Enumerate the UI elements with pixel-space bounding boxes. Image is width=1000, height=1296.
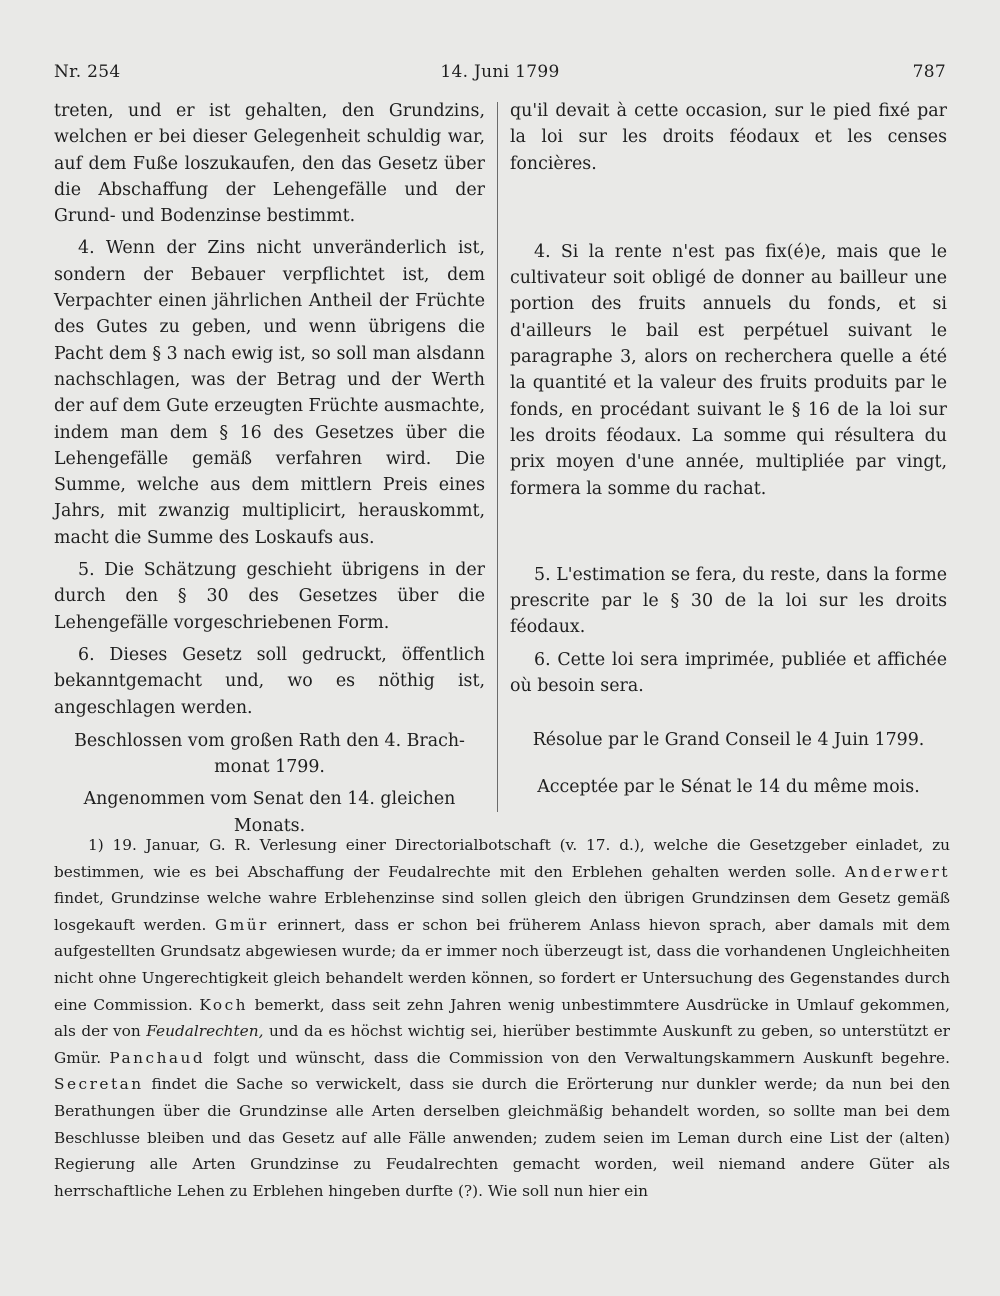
german-resolution xyxy=(54,728,485,781)
speaker-gmuer: Gmür xyxy=(214,915,269,934)
footnote-text-7: findet die Sache so verwickelt, dass sie durch die Erörterung nur dunkler werde; da nun bei den Berathungen über die Grundzinse alle Arten derselben gleichmäßig behandelt worden, so sollte man bei dem Beschlusse bleiben und das Gesetz auf alle Fälle anwenden; zudem seien im Leman durch eine List der (alten) Regierung alle Arten Grundzinse zu Feudalrechten gemacht worden, weil niemand andere Güter als herrschaftliche Lehen zu Erblehen hingeben durfte (?). Wie soll nun hier ein xyxy=(54,1075,950,1200)
german-paragraph-continued: treten, und er ist gehalten, den Grundzins, welchen er bei dieser Gelegenheit schuldig war, auf dem Fuße loszukaufen, den das Gesetz über die Abschaffung der Lehengefälle und der Grund- und Bodenzinse bestimmt. xyxy=(54,101,485,227)
footnote-text-2: findet, Grundzinse welche wahre Erblehenzinse sind sollen gleich den übrigen Grundzinsen dem Gesetz gemäß losgekauft werden. xyxy=(54,889,950,934)
speaker-koch: Koch xyxy=(199,995,248,1014)
french-paragraph-5: 5. L'estimation se fera, du reste, dans la forme prescrite par le § 30 de la loi sur les droits féodaux. xyxy=(510,564,947,638)
german-resolution-line-2: monat 1799. xyxy=(214,757,325,778)
footnote-text-3: erinnert, dass er schon bei früherem Anlass hievon sprach, aber damals mit dem aufgestellten Grundsatz abgewiesen wurde; da er immer noch überzeugt ist, dass die vorhandenen Ungleichheiten nicht ohne Ungerechtigkeit gleich behandelt werden können, so fordert er Untersuchung des Gegenstandes durch eine Commission. xyxy=(54,915,950,1014)
speaker-secretan: Secretan xyxy=(54,1075,144,1094)
footnote-paragraph xyxy=(54,832,950,1204)
footnote-text-5: und da es höchst wichtig sei, hierüber bestimmte Auskunft zu geben, so unterstützt er Gmür. xyxy=(54,1022,950,1067)
page-number: 787 xyxy=(912,62,946,82)
french-paragraph-4: 4. Si la rente n'est pas fix(é)e, mais que le cultivateur soit obligé de donner au bailleur une portion des fruits annuels du fonds, et si d'ailleurs le bail est perpétuel suivant le paragraphe 3, alors on recherchera quelle a été la quantité et la valeur des fruits produits par le fonds, en procédant suivant le § 16 de la loi sur les droits féodaux. La somme qui résultera du prix moyen d'une année, multipliée par vingt, formera la somme du rachat. xyxy=(510,241,947,499)
column-divider xyxy=(497,102,498,812)
page-issue-number: Nr. 254 xyxy=(54,62,121,82)
german-paragraph-5: 5. Die Schätzung geschieht übrigens in der durch den § 30 des Gesetzes über die Lehengefälle vorgeschriebenen Form. xyxy=(54,560,485,633)
french-column xyxy=(510,98,947,800)
footnote-text-6: folgt und wünscht, dass die Commission von den Verwaltungskammern Auskunft begehre. xyxy=(213,1048,950,1067)
footnote-text-1: 1) 19. Januar, G. R. Verlesung einer Directorialbotschaft (v. 17. d.), welche die Gesetzgeber einladet, zu bestimmen, wie es bei Abschaffung der Feudalrechte mit den Erblehen gehalten werden solle. xyxy=(54,836,950,881)
footnote-text-4: bemerkt, dass seit zehn Jahren wenig unbestimmtere Ausdrücke in Umlauf gekommen, als der von xyxy=(54,995,950,1041)
german-paragraph-6: 6. Dieses Gesetz soll gedruckt, öffentlich bekanntgemacht und, wo es nöthig ist, angeschlagen werden. xyxy=(54,644,485,718)
page-date: 14. Juni 1799 xyxy=(440,62,560,82)
german-acceptance: Angenommen vom Senat den 14. gleichen Monats. xyxy=(83,789,456,836)
german-column xyxy=(54,98,485,839)
footnote xyxy=(54,832,950,1204)
french-acceptance: Acceptée par le Sénat le 14 du même mois. xyxy=(537,776,920,797)
speaker-anderwert: Anderwert xyxy=(844,862,950,881)
german-paragraph-4: 4. Wenn der Zins nicht unveränderlich ist, sondern der Bebauer verpflichtet ist, dem Verpachter einen jährlichen Antheil der Früchte des Gutes zu geben, und wenn übrigens die Pacht dem § 3 nach ewig ist, so soll man alsdann nachschlagen, was der Betrag und der Werth der auf dem Gute erzeugten Früchte ausmachte, indem man dem § 16 des Gesetzes über die Lehengefälle gemäß verfahren wird. Die Summe, welche aus dem mittlern Preis eines Jahrs, mit zwanzig multiplicirt, herauskommt, macht die Summe des Loskaufs aus. xyxy=(54,238,485,548)
footnote-italic-term: Feudalrechten, xyxy=(146,1022,264,1041)
speaker-panchaud: Panchaud xyxy=(109,1048,206,1067)
french-resolution: Résolue par le Grand Conseil le 4 Juin 1799. xyxy=(532,730,925,751)
german-resolution-line-1: Beschlossen vom großen Rath den 4. Brach- xyxy=(74,730,465,751)
french-paragraph-continued: qu'il devait à cette occasion, sur le pied fixé par la loi sur les droits féodaux et les censes foncières. xyxy=(510,101,947,174)
french-paragraph-6: 6. Cette loi sera imprimée, publiée et affichée où besoin sera. xyxy=(510,649,947,697)
